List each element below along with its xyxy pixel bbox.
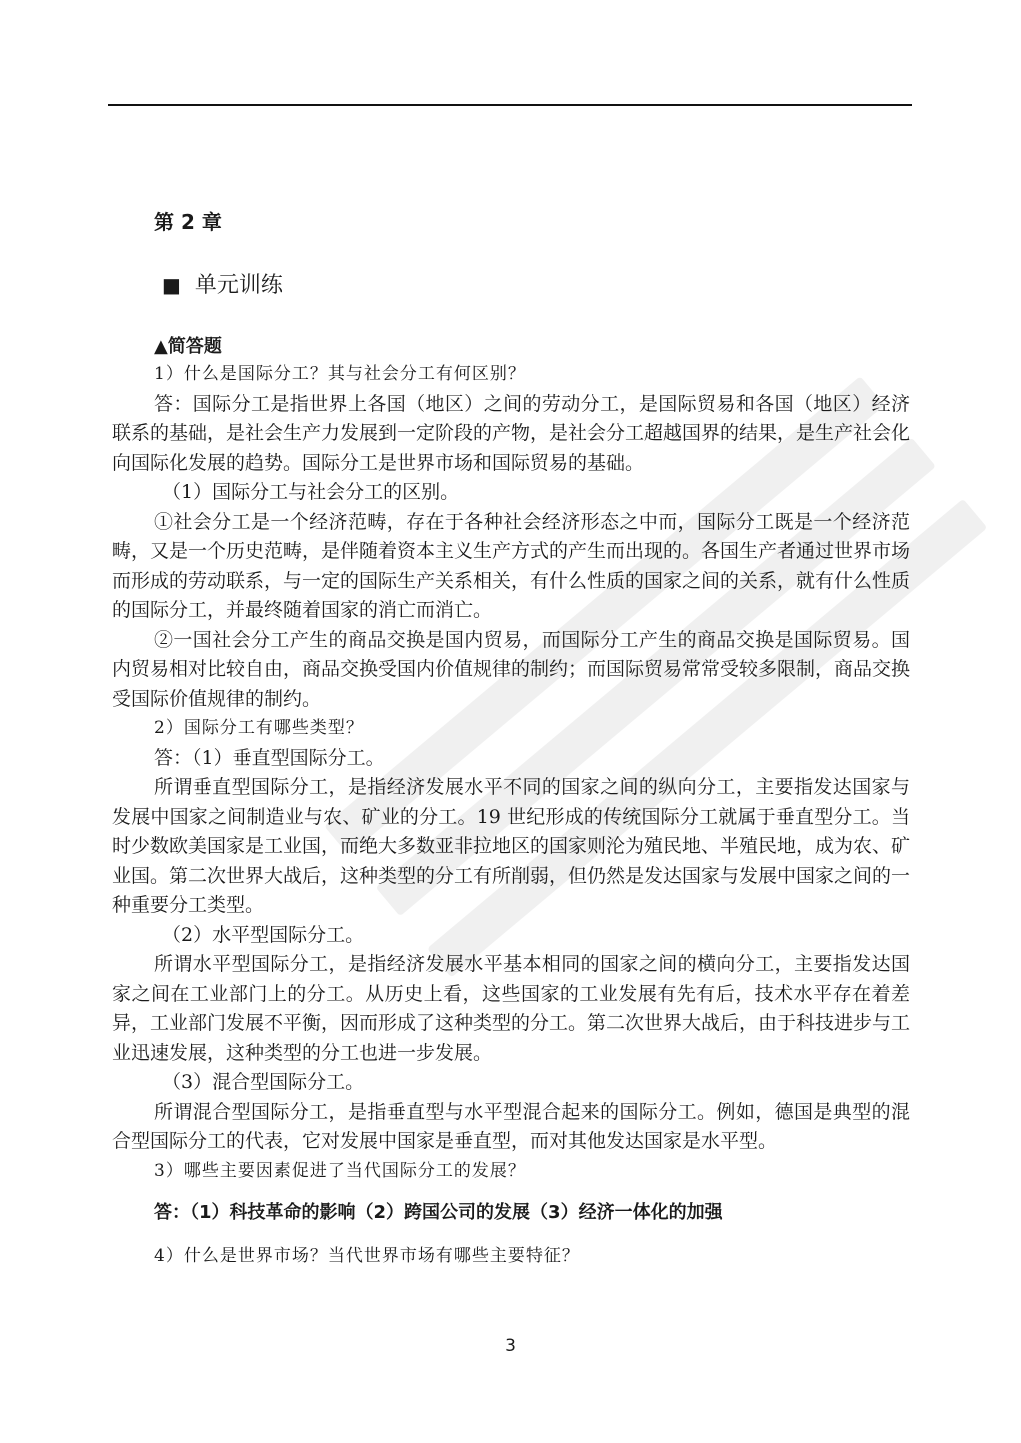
answer-2-vertical: 所谓垂直型国际分工，是指经济发展水平不同的国家之间的纵向分工，主要指发达国家与发展中国家之间制造业与农、矿业的分工。19 世纪形成的传统国际分工就属于垂直型分工。当时少数欧美国家是工业国，而绝大多数亚非拉地区的国家则沦为殖民地、半殖民地，成为农、矿业国。第二次世界大战后，这种类型的分工有所削弱，但仍然是发达国家与发展中国家之间的一种重要分工类型。 [112, 776, 911, 916]
chapter-title: 第 2 章 [154, 210, 222, 234]
square-bullet-icon: ■ [162, 273, 181, 297]
body-text [112, 360, 910, 1271]
page-number: 3 [505, 1336, 516, 1356]
question-2: 2）国际分工有哪些类型？ [154, 718, 364, 738]
question-3: 3）哪些主要因素促进了当代国际分工的发展？ [154, 1160, 526, 1181]
answer-1-point-1: ①社会分工是一个经济范畴，存在于各种社会经济形态之中而，国际分工既是一个经济范畴，又是一个历史范畴，是伴随着资本主义生产方式的产生而出现的。各国生产者通过世界市场而形成的劳动联系，与一定的国际生产关系相关，有什么性质的国家之间的关系，就有什么性质的国际分工，并最终随着国家的消亡而消亡。 [112, 510, 911, 621]
answer-2-intro: 答：（1）垂直型国际分工。 [154, 746, 385, 769]
answer-1-point-2: ②一国社会分工产生的商品交换是国内贸易，而国际分工产生的商品交换是国际贸易。国内贸易相对比较自由，商品交换受国内价值规律的制约；而国际贸易常常受较多限制，商品交换受国际价值规律的制约。 [112, 628, 911, 710]
subsection-heading: ▲简答题 [154, 336, 222, 357]
question-4: 4）什么是世界市场？当代世界市场有哪些主要特征？ [154, 1245, 580, 1266]
section-title: 单元训练 [194, 273, 283, 298]
answer-2-horizontal-heading: （2）水平型国际分工。 [162, 923, 365, 946]
section-heading [162, 268, 283, 299]
answer-2-mixed-heading: （3）混合型国际分工。 [162, 1071, 365, 1093]
header-rule [108, 104, 912, 106]
answer-1-subheading: （1）国际分工与社会分工的区别。 [162, 481, 460, 503]
answer-3: 答：（1）科技革命的影响（2）跨国公司的发展（3）经济一体化的加强 [154, 1202, 723, 1223]
answer-2-horizontal: 所谓水平型国际分工，是指经济发展水平基本相同的国家之间的横向分工，主要指发达国家之间在工业部门上的分工。从历史上看，这些国家的工业发展有先有后，技术水平存在着差异，工业部门发展不平衡，因而形成了这种类型的分工。第二次世界大战后，由于科技进步与工业迅速发展，这种类型的分工也进一步发展。 [112, 953, 911, 1064]
question-1: 1）什么是国际分工？其与社会分工有何区别？ [154, 364, 526, 384]
answer-2-mixed: 所谓混合型国际分工，是指垂直型与水平型混合起来的国际分工。例如，德国是典型的混合型国际分工的代表，它对发展中国家是垂直型，而对其他发达国家是水平型。 [112, 1100, 910, 1152]
answer-1: 答：国际分工是指世界上各国（地区）之间的劳动分工，是国际贸易和各国（地区）经济联系的基础，是社会生产力发展到一定阶段的产物，是社会分工超越国界的结果，是生产社会化向国际化发展的趋势。国际分工是世界市场和国际贸易的基础。 [112, 392, 911, 474]
